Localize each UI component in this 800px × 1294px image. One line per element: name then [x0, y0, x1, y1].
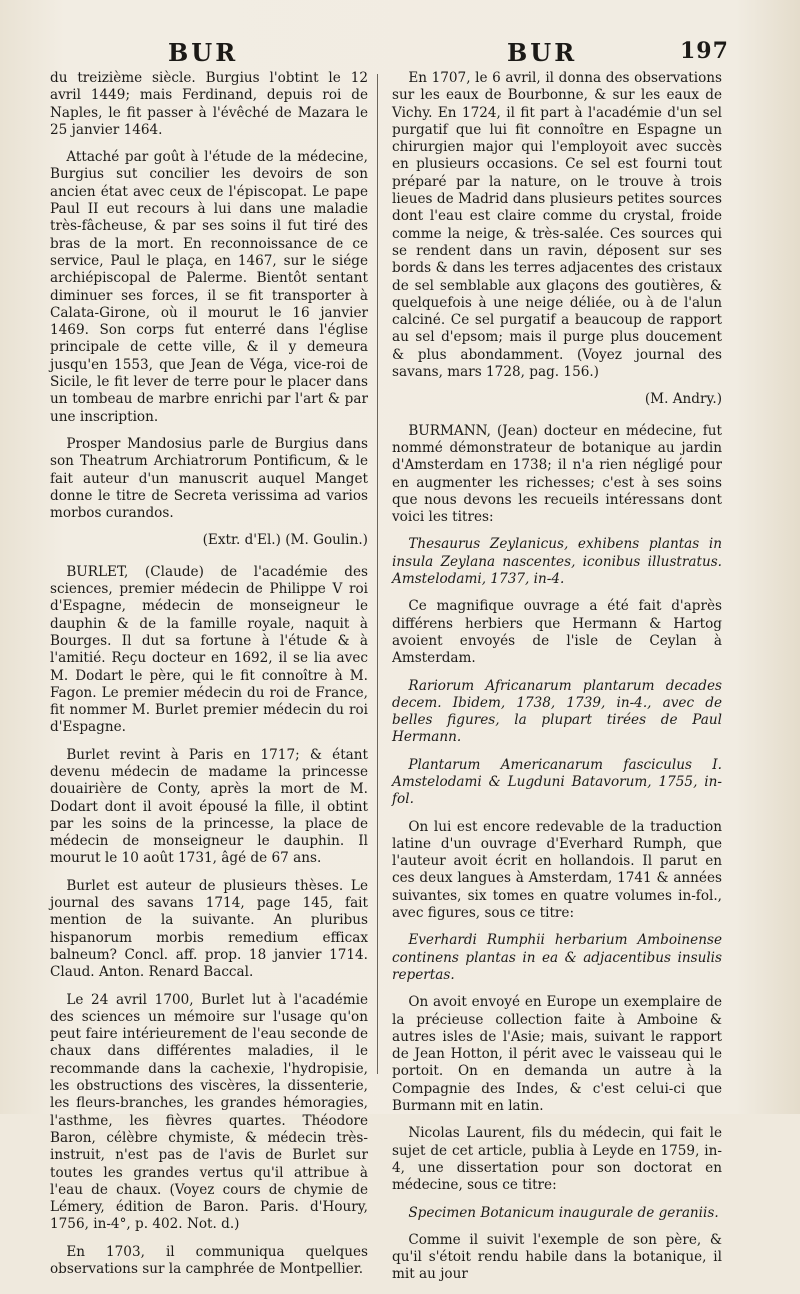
paragraph: Le 24 avril 1700, Burlet lut à l'académie des sciences un mémoire sur l'usage qu'on peut faire intérieurement de l'eau seconde de chaux dans différentes maladies, il le recommande dans la cachexie, l'hydropisie, les obstructions des viscères, la dissenterie, les fleurs-branches, les grandes hémoragies, l'asthme, les fièvres quartes. Théodore Baron, célèbre chymiste, & médecin très-instruit, n'est pas de l'avis de Burlet sur toutes les grandes vertus qu'il attribue à l'eau de chaux. (Voyez cours de chymie de Lémery, édition de Baron. Paris. d'Houry, 1756, in-4°, p. 402. Not. d.): [50, 991, 368, 1233]
left-column: [50, 70, 368, 1288]
paragraph: Prosper Mandosius parle de Burgius dans son Theatrum Archiatrorum Pontificum, & le fait auteur d'un manuscrit auquel Manget donne le titre de Secreta verissima ad varios morbos curandos.: [50, 435, 368, 522]
paragraph: Nicolas Laurent, fils du médecin, qui fait le sujet de cet article, publia à Leyde en 1759, in-4, une dissertation pour son doctorat en médecine, sous ce titre:: [392, 1125, 722, 1194]
signature: (Extr. d'El.) (M. Goulin.): [202, 532, 368, 549]
book-title: Rariorum Africanarum plantarum decades decem. Ibidem, 1738, 1739, in-4., avec de belles figures, la plupart tirées de Paul Hermann.: [392, 677, 722, 746]
running-head-right: BUR: [507, 38, 578, 67]
paragraph: Ce magnifique ouvrage a été fait d'après différens herbiers que Hermann & Hartog avoient envoyés de l'isle de Ceylan à Amsterdam.: [392, 598, 722, 667]
book-title: Specimen Botanicum inaugurale de geraniis.: [408, 1204, 719, 1221]
entry-paragraph: BURLET, (Claude) de l'académie des sciences, premier médecin de Philippe V roi d'Espagne, médecin de monseigneur le dauphin & de la famille royale, naquit à Bourges. Il dut sa fortune à l'étude & à l'amitié. Reçu docteur en 1692, il se lia avec M. Dodart le père, qui le fit connoître à M. Fagon. Le premier médecin du roi de France, fit nommer M. Burlet premier médecin du roi d'Espagne.: [50, 563, 368, 736]
book-title: Plantarum Americanarum fasciculus I. Amstelodami & Lugduni Batavorum, 1755, in-fol.: [392, 756, 722, 808]
column-divider: [377, 74, 378, 1074]
paragraph: Attaché par goût à l'étude de la médecine, Burgius sut concilier les devoirs de son ancien état avec ceux de l'épiscopat. Le pape Paul II eut recours à lui dans une maladie très-fâcheuse, & par ses soins il fut tiré des bras de la mort. En reconnoissance de ce service, Paul le plaça, en 1467, sur le siége archiépiscopal de Palerme. Bientôt sentant diminuer ses forces, il se fit transporter à Calata-Girone, où il mourut le 16 janvier 1469. Son corps fut enterré dans l'église principale de cette ville, & il y demeura jusqu'en 1553, que Jean de Véga, vice-roi de Sicile, le fit lever de terre pour le placer dans un tombeau de marbre enrichi par l'art & par une inscription.: [50, 149, 368, 425]
right-column: [392, 70, 722, 1294]
paragraph: du treizième siècle. Burgius l'obtint le 12 avril 1449; mais Ferdinand, depuis roi de Naples, le fit passer à l'évêché de Mazara le 25 janvier 1464.: [50, 70, 368, 138]
entry-paragraph: BURMANN, (Jean) docteur en médecine, fut nommé démonstrateur de botanique au jardin d'Amsterdam en 1738; il n'a rien négligé pour en augmenter les richesses; c'est à ses soins que nous devons les recueils intéressans dont voici les titres:: [392, 422, 722, 526]
paragraph: Burlet revint à Paris en 1717; & étant devenu médecin de madame la princesse douairière de Conty, après la mort de M. Dodart dont il avoit épousé la fille, il obtint par les soins de la princesse, la place de médecin de monseigneur le dauphin. Il mourut le 10 août 1731, âgé de 67 ans.: [50, 746, 368, 867]
paragraph: On avoit envoyé en Europe un exemplaire de la précieuse collection faite à Amboine & autres isles de l'Asie; mais, suivant le rapport de Jean Hotton, il périt avec le vaisseau qui le portoit. On en demanda un autre à la Compagnie des Indes, & c'est celui-ci que Burmann mit en latin.: [392, 994, 722, 1115]
paragraph: En 1707, le 6 avril, il donna des observations sur les eaux de Bourbonne, & sur les eaux de Vichy. En 1724, il fit part à l'académie d'un sel purgatif que lui fit connoître en Espagne un chirurgien major qui l'employoit avec succès en plusieurs occasions. Ce sel est fourni tout préparé par la nature, on le trouve à trois lieues de Madrid dans plusieurs petites sources dont l'eau est claire comme du crystal, froide comme la neige, & très-salée. Ces sources qui se rendent dans un ravin, déposent sur ses bords & dans les terres adjacentes des cristaux de sel semblable aux glaçons des goutières, & quelquefois à une neige déliée, ou à de l'alun calciné. Ce sel purgatif a beaucoup de rapport au sel d'epsom; mais il purge plus doucement & plus abondamment. (Voyez journal des savans, mars 1728, pag. 156.): [392, 70, 722, 381]
paragraph: Comme il suivit l'exemple de son père, & qu'il s'étoit rendu habile dans la botanique, il mit au jour: [392, 1231, 722, 1283]
signature: (M. Andry.): [644, 391, 722, 408]
paragraph: En 1703, il communiqua quelques observations sur la camphrée de Montpellier.: [50, 1243, 368, 1277]
running-head-left: BUR: [168, 38, 239, 67]
paragraph: Burlet est auteur de plusieurs thèses. Le journal des savans 1714, page 145, fait mention de la suivante. An pluribus hispanorum morbis remedium efficax balneum? Concl. aff. prop. 18 janvier 1714. Claud. Anton. Renard Baccal.: [50, 877, 368, 981]
book-title: Everhardi Rumphii herbarium Amboinense continens plantas in ea & adjacentibus insulis repertas.: [392, 932, 722, 983]
book-title: Thesaurus Zeylanicus, exhibens plantas in insula Zeylana nascentes, iconibus illustratus. Amstelodami, 1737, in-4.: [392, 536, 722, 588]
paragraph: On lui est encore redevable de la traduction latine d'un ouvrage d'Everhard Rumph, que l'auteur avoit écrit en hollandois. Il parut en ces deux langues à Amsterdam, 1741 & années suivantes, six tomes en quatre volumes in-fol., avec figures, sous ce titre:: [392, 818, 722, 922]
page-number: 197: [680, 38, 729, 64]
